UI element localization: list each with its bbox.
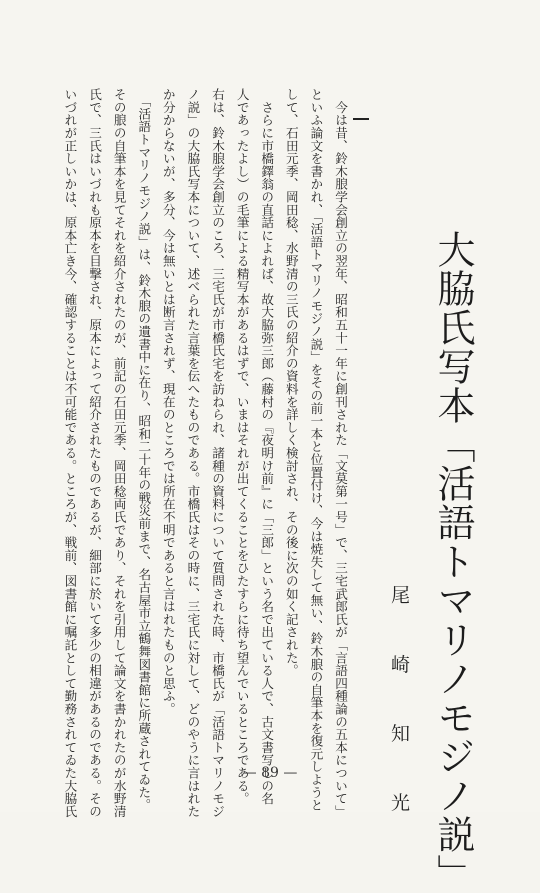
body-line: といふ論文を書かれ、「活語トマリノモジノ説」をその前一本と位置付け、今は焼失して無い、鈴木朖の自筆本を復元しようと [308,88,324,812]
article-title: 大脇氏写本「活語トマリノモジノ説」 [431,230,475,893]
body-line: 氏で、三氏はいづれも原本を目撃され、原本によって紹介されたものであるが、細部に於いて多少の相違があるのである。その [87,88,103,818]
body-line: 今は昔、鈴木朖学会創立の翌年、昭和五十一年に創刊された「文莫第一号」で、三宅武郎氏が「言語四種論の五本について」 [333,88,348,818]
section-number-marker [353,118,369,120]
article-author: 尾 崎 知 光 [388,585,410,834]
body-line: 右は、鈴木朖学会創立のころ、三宅氏が市橋氏宅を訪ねられ、諸種の資料について質問された時、市橋氏が「活語トマリノモジ [210,88,226,818]
body-line: いづれが正しいかは、原本亡き今、確認することは不可能である。ところが、戦前、図書館に嘱託として勤務されてゐた大脇氏 [62,88,78,818]
body-line: その朖の自筆本を見てそれを紹介されたのが、前記の石田元季、岡田稔両氏であり、それを引用して論文を書かれたのが水野清 [111,88,127,818]
body-line: 「活語トマリノモジノ説」は、鈴木朖の遺書中に在り、昭和二十年の戦災前まで、名古屋市立鶴舞図書館に所蔵されてゐた。 [136,88,152,812]
body-line: か分からないが、多分、今は無いとは断言されず、現在のところでは所在不明であると言はれたものと思ふ。 [160,88,176,716]
body-line: 人であったよし）の毛筆による精写本があるはずで、いまはそれが出てくることをひたすらに待ち望んでいるところである。 [234,88,250,805]
body-line: ノ説」の大脇氏写本について、述べられた言葉を伝へたものである。市橋氏はその時に、三宅氏に対して、どのやうに言はれた [185,88,201,818]
body-line: さらに市橋鐸翁の直話によれば、故大脇弥三郎（藤村の『夜明け前』に「三郎」という名で出ている人で、古文書写しの名 [259,88,275,805]
body-line: して、石田元季、岡田稔、水野清の三氏の紹介の資料を詳しく検討され、その後に次の如く記された。 [283,88,299,677]
page-number: — 89 — [242,765,298,781]
